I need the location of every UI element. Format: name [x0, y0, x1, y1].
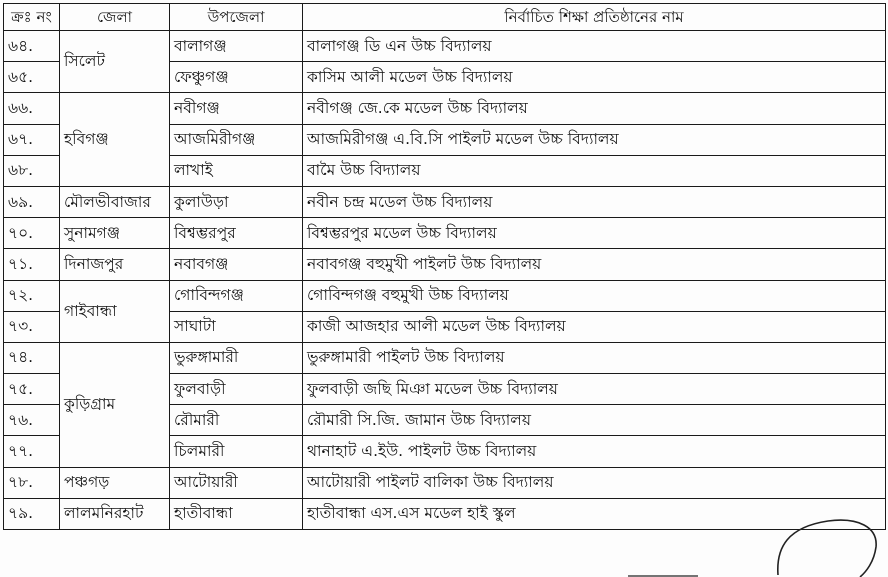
school-name-cell: নবীগঞ্জ জে.কে মডেল উচ্চ বিদ্যালয়	[303, 93, 886, 124]
table-row	[4, 342, 886, 373]
school-name-cell: বালাগঞ্জ ডি এন উচ্চ বিদ্যালয়	[303, 31, 886, 62]
upazila-cell: ফুলবাড়ী	[170, 374, 303, 405]
serial-cell: ৭১.	[4, 249, 60, 280]
header-serial: ক্রঃ নং	[4, 4, 60, 31]
district-cell: লালমনিরহাট	[60, 498, 170, 529]
serial-cell: ৬৪.	[4, 31, 60, 62]
school-name-cell: হাতীবান্ধা এস.এস মডেল হাই স্কুল	[303, 498, 886, 529]
header-upazila: উপজেলা	[170, 4, 303, 31]
table-row	[4, 186, 886, 217]
table-body	[4, 31, 886, 530]
upazila-cell: ফেঞ্চুগঞ্জ	[170, 62, 303, 93]
school-name-cell: বামৈ উচ্চ বিদ্যালয়	[303, 155, 886, 186]
table-row	[4, 467, 886, 498]
upazila-cell: নবীগঞ্জ	[170, 93, 303, 124]
district-cell: সুনামগঞ্জ	[60, 218, 170, 249]
table-row	[4, 218, 886, 249]
serial-cell: ৭০.	[4, 218, 60, 249]
table-row	[4, 498, 886, 529]
table-row	[4, 93, 886, 124]
upazila-cell: কুলাউড়া	[170, 186, 303, 217]
upazila-cell: লাখাই	[170, 155, 303, 186]
school-name-cell: থানাহাট এ.ইউ. পাইলট উচ্চ বিদ্যালয়	[303, 436, 886, 467]
serial-cell: ৭৯.	[4, 498, 60, 529]
district-cell: হবিগঞ্জ	[60, 93, 170, 187]
school-list-table	[3, 3, 886, 530]
serial-cell: ৭৫.	[4, 374, 60, 405]
header-district: জেলা	[60, 4, 170, 31]
serial-cell: ৭৩.	[4, 311, 60, 342]
school-name-cell: ভুরুঙ্গামারী পাইলট উচ্চ বিদ্যালয়	[303, 342, 886, 373]
upazila-cell: আজমিরীগঞ্জ	[170, 124, 303, 155]
serial-cell: ৭৭.	[4, 436, 60, 467]
district-cell: কুড়িগ্রাম	[60, 342, 170, 467]
upazila-cell: সাঘাটা	[170, 311, 303, 342]
upazila-cell: বালাগঞ্জ	[170, 31, 303, 62]
district-cell: গাইবান্ধা	[60, 280, 170, 342]
school-name-cell: আটোয়ারী পাইলট বালিকা উচ্চ বিদ্যালয়	[303, 467, 886, 498]
serial-cell: ৭৮.	[4, 467, 60, 498]
district-cell: সিলেট	[60, 31, 170, 93]
school-name-cell: রৌমারী সি.জি. জামান উচ্চ বিদ্যালয়	[303, 405, 886, 436]
table-row	[4, 280, 886, 311]
header-school: নির্বাচিত শিক্ষা প্রতিষ্ঠানের নাম	[303, 4, 886, 31]
table-row	[4, 249, 886, 280]
school-name-cell: নবীন চন্দ্র মডেল উচ্চ বিদ্যালয়	[303, 186, 886, 217]
serial-cell: ৭৬.	[4, 405, 60, 436]
serial-cell: ৬৭.	[4, 124, 60, 155]
upazila-cell: ভুরুঙ্গামারী	[170, 342, 303, 373]
table-header-row	[4, 4, 886, 31]
school-name-cell: নবাবগঞ্জ বহুমুখী পাইলট উচ্চ বিদ্যালয়	[303, 249, 886, 280]
school-name-cell: কাসিম আলী মডেল উচ্চ বিদ্যালয়	[303, 62, 886, 93]
table-row	[4, 31, 886, 62]
upazila-cell: হাতীবান্ধা	[170, 498, 303, 529]
serial-cell: ৬৯.	[4, 186, 60, 217]
district-cell: মৌলভীবাজার	[60, 186, 170, 217]
school-name-cell: আজমিরীগঞ্জ এ.বি.সি পাইলট মডেল উচ্চ বিদ্যালয়	[303, 124, 886, 155]
serial-cell: ৬৮.	[4, 155, 60, 186]
upazila-cell: আটোয়ারী	[170, 467, 303, 498]
district-cell: পঞ্চগড়	[60, 467, 170, 498]
serial-cell: ৬৬.	[4, 93, 60, 124]
serial-cell: ৭২.	[4, 280, 60, 311]
school-name-cell: কাজী আজহার আলী মডেল উচ্চ বিদ্যালয়	[303, 311, 886, 342]
serial-cell: ৭৪.	[4, 342, 60, 373]
school-name-cell: বিশ্বম্ভরপুর মডেল উচ্চ বিদ্যালয়	[303, 218, 886, 249]
upazila-cell: রৌমারী	[170, 405, 303, 436]
upazila-cell: গোবিন্দগঞ্জ	[170, 280, 303, 311]
district-cell: দিনাজপুর	[60, 249, 170, 280]
upazila-cell: বিশ্বম্ভরপুর	[170, 218, 303, 249]
upazila-cell: নবাবগঞ্জ	[170, 249, 303, 280]
upazila-cell: চিলমারী	[170, 436, 303, 467]
school-name-cell: গোবিন্দগঞ্জ বহুমুখী উচ্চ বিদ্যালয়	[303, 280, 886, 311]
school-name-cell: ফুলবাড়ী জছি মিঞা মডেল উচ্চ বিদ্যালয়	[303, 374, 886, 405]
serial-cell: ৬৫.	[4, 62, 60, 93]
